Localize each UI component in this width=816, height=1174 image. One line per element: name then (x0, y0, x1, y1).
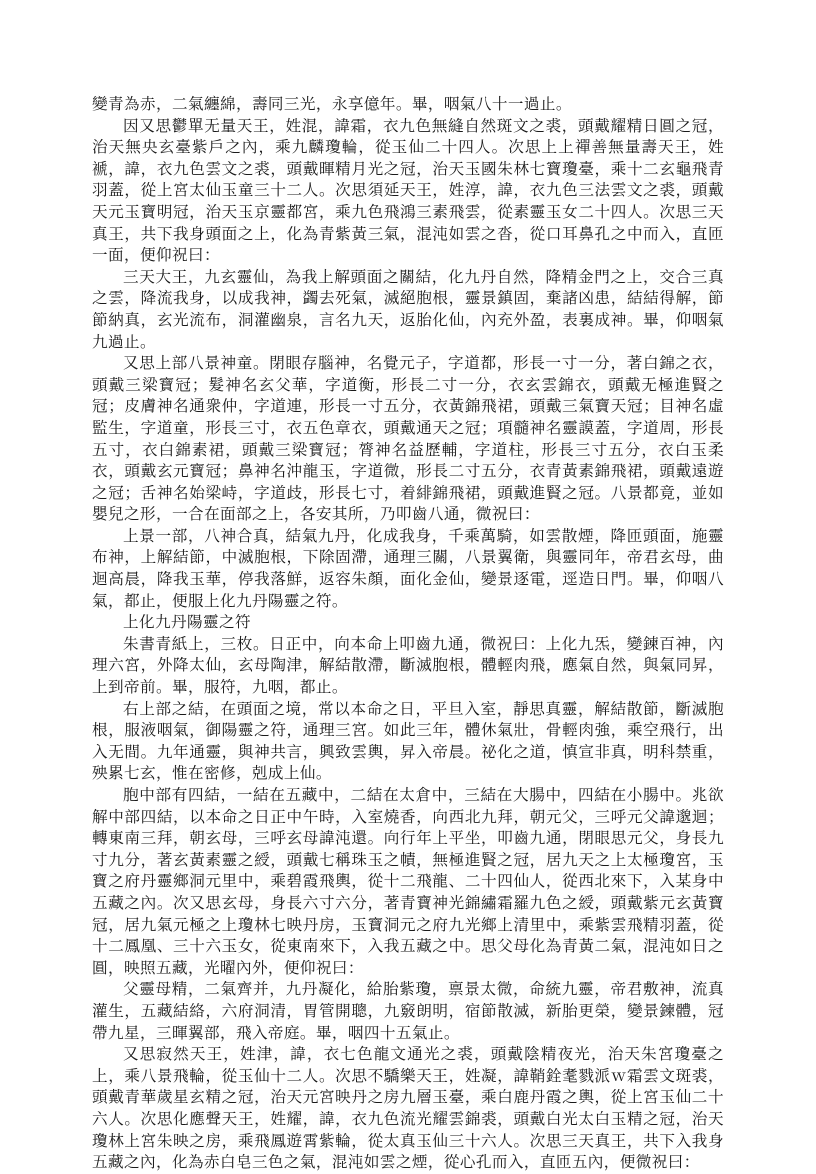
paragraph: 父靈母精，二氣齊并，九丹凝化，給胎紫瓊，禀景太微，命統九靈，帝君敷神，流真灌生，五藏結絡，六府洞清，胃管開聰，九竅朗明，宿節散滅，新胎更榮，變景鍊體，冠帶九星，三暉翼部，飛入帝庭。畢，咽四十五氣止。 (92, 980, 724, 1042)
paragraph: 因又思鬱單无量天王，姓混，諱霜，衣九色無縫自然斑文之裘，頭戴耀精日圓之冠，治天無央玄臺紫戶之內，乘九麟瓊輪，從玉仙二十四人。次思上上禪善無量壽天王，姓褫，諱，衣九色雲文之裘，頭戴暉精月光之冠，治天玉國朱林七寶瓊臺，乘十二玄龜飛青羽蓋，從上宮太仙玉童三十二人。次思須延天王，姓淳，諱，衣九色三法雲文之裘，頭戴天元玉寶明冠，治天玉京靈都宮，乘九色飛鴻三素飛雲，從素靈玉女二十四人。次思三天真王，共下我身頭面之上，化為青紫黃三氣，混沌如雲之沓，從口耳鼻孔之中而入，直匝一面，便仰祝曰： (92, 116, 724, 265)
paragraph: 三天大王，九玄靈仙，為我上解頭面之關結，化九丹自然，降精金門之上，交合三真之雲，降流我身，以成我神，蠲去死氣，滅絕胞根，靈景鎮固，棄諸凶患，結結得解，節節納真，玄光流布，洞灌幽泉，言名九天，返胎化仙，內充外盈，表裏成神。畢，仰咽氣九過止。 (92, 267, 724, 351)
talisman-title: 上化九丹陽靈之符 (123, 613, 251, 632)
paragraph: 朱書青紙上，三枚。日正中，向本命上叩齒九通，微祝曰：上化九炁，變鍊百神，內理六宮，外降太仙，玄母陶津，解結散滯，斷滅胞根，體輕肉飛，應氣自然，與氣同昇，上到帝前。畢，服符，九咽，都止。 (92, 634, 724, 697)
paragraph: 又思寂然天王，姓津，諱，衣七色龍文通光之裘，頭戴陰精夜光，治天朱宮瓊臺之上，乘八景飛輪，從玉仙十二人。次思不驕樂天王，姓凝，諱鞘銓耄戮派ｗ霜雲文斑裘，頭戴青華歲星玄精之冠，治天元宮映丹之房九層玉臺，乘白鹿丹霞之輿，從上宮玉仙二十六人。次思化應聲天王，姓耀，諱，衣九色流光耀雲錦裘，頭戴白光太白玉精之冠，治天瓊林上宮朱映之房，乘飛鳳遊霄紫輪，從太真玉仙三十六人。次思三天真王，共下入我身五藏之內，化為赤白皂三色之氣，混沌如雲之煙，從心孔而入，直匝五內，便微祝曰： (92, 1045, 724, 1172)
paragraph: 右上部之結，在頭面之境，常以本命之日，平旦入室，靜思真靈，解結散節，斷滅胞根，服液咽氣，御陽靈之符，通理三宮。如此三年，體休氣壯，骨輕肉強，乘空飛行，出入无間。九年通靈，與神共言，興致雲輿，昇入帝晨。祕化之道，慎宣非真，明科禁重，殃累七玄，惟在密修，剋成上仙。 (92, 699, 724, 783)
paragraph: 變青為赤，二氣纏綿，壽同三光，永享億年。畢，咽氣八十一過止。 (92, 95, 572, 113)
paragraph: 又思上部八景神童。閉眼存腦神，名覺元子，字道都，形長一寸一分，著白錦之衣，頭戴三梁寶冠；髮神名玄父華，字道衡，形長二寸一分，衣玄雲錦衣，頭戴无極進賢之冠；皮膚神名通衆仲，字道連，形長一寸五分，衣黃錦飛裙，頭戴三氣寶天冠；目神名虛監生，字道童，形長三寸，衣五色章衣，頭戴通天之冠；項髓神名靈謨蓋，字道周，形長五寸，衣白錦素裙，頭戴三梁寶冠；膂神名益歷輔，字道柱，形長三寸五分，衣白玉柔衣，頭戴玄元寶冠；鼻神名沖龍玉，字道微，形長二寸五分，衣青黃素錦飛裙，頭戴遠遊之冠；舌神名始梁峙，字道歧，形長七寸，着緋錦飛裙，頭戴進賢之冠。八景都竟，並如嬰兒之形，一合在面部之上，各安其所，乃叩齒八通，微祝曰： (92, 354, 724, 524)
paragraph: 胞中部有四結，一結在五藏中，二結在太倉中，三結在大腸中，四結在小腸中。兆欲解中部四結，以本命之日正中午時，入室燒香，向西北九拜，朝元父，三呼元父諱邈迴；轉東南三拜，朝玄母，三呼玄母諱沌還。向行年上平坐，叩齒九通，閉眼思元父，身長九寸九分，著玄黃素靈之綬，頭戴七稱珠玉之幘，無極進賢之冠，居九天之上太極瓊宮，玉寶之府丹靈鄉洞元里中，乘碧霞飛輿，從十二飛龍、二十四仙人，從西北來下，入某身中五藏之內。次又思玄母，身長六寸六分，著青寶神光錦繡霜羅九色之綬，頭戴紫元玄黃寶冠，居九氣元極之上瓊林七映丹房，玉寶洞元之府九光鄉上清里中，乘紫雲飛精羽蓋，從十二鳳凰、三十六玉女，從東南來下，入我五藏之中。思父母化為青黃二氣，混沌如日之圓，映照五藏，光曜內外，便仰祝曰： (92, 786, 724, 977)
document-body (92, 94, 724, 1174)
paragraph: 上景一部，八神合真，結氣九丹，化成我身，千乘萬騎，如雲散煙，降匝頭面，施靈布神，上解結節，中滅胞根，下除固滯，通理三關，八景翼衛，與靈同年，帝君玄母，曲迴高晨，降我玉華，停我落鮮，返容朱顏，面化金仙，變景逐電，逕造日門。畢，仰咽八氣，都止，便服上化九丹陽靈之符。 (92, 526, 724, 610)
